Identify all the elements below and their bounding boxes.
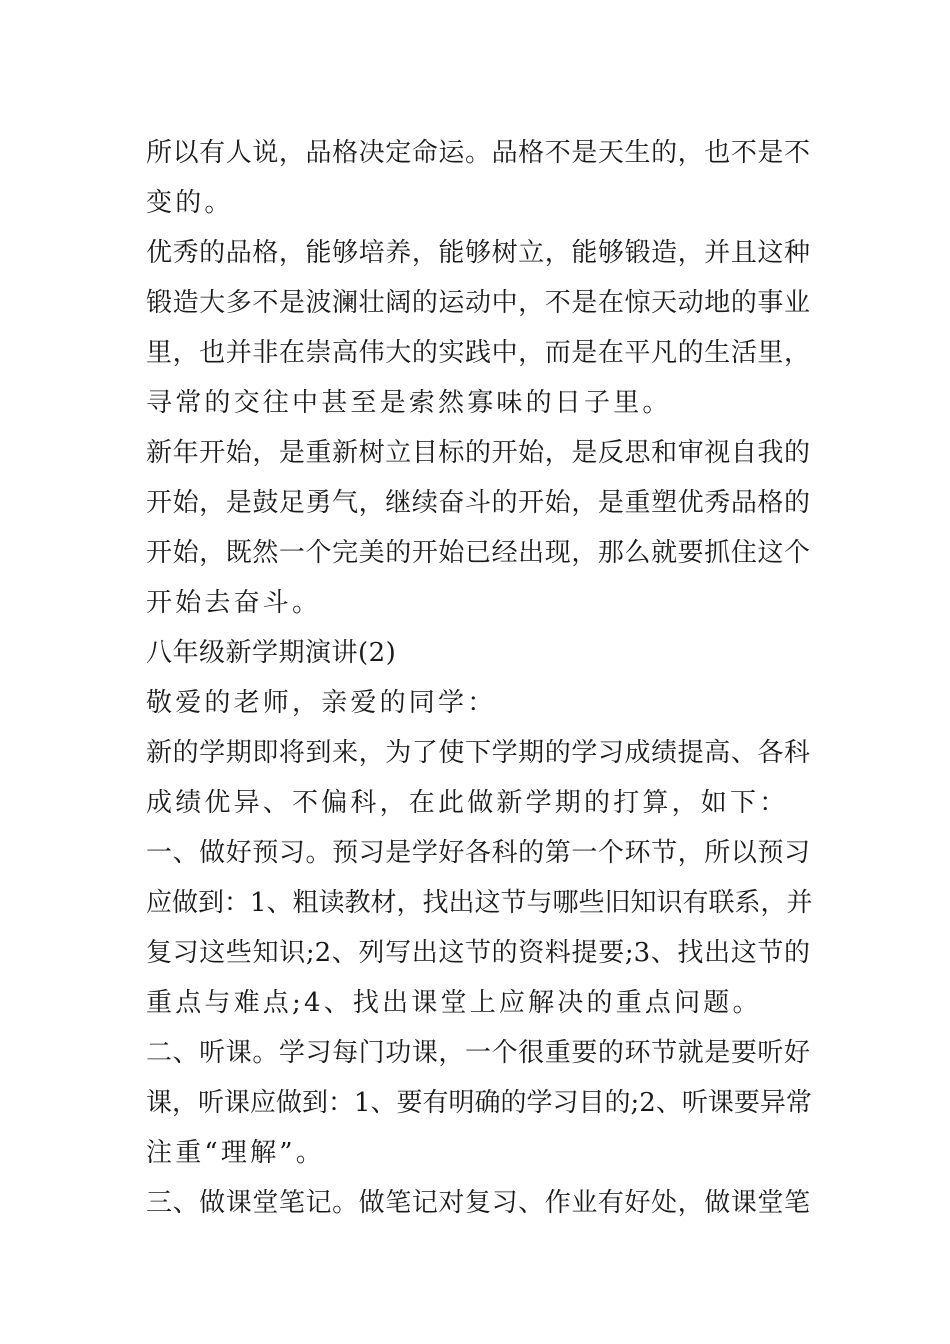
text-line: 寻常的交往中甚至是索然寡味的日子里。: [146, 388, 672, 418]
text-line: 课，听课应做到：1、要有明确的学习目的;2、听课要异常: [146, 1088, 812, 1118]
text-line: 重点与难点;4、找出课堂上应解决的重点问题。: [146, 988, 762, 1018]
text-line: 成绩优异、不偏科，在此做新学期的打算，如下：: [146, 788, 789, 818]
text-line: 开始去奋斗。: [146, 588, 322, 618]
text-line: 新年开始，是重新树立目标的开始，是反思和审视自我的: [146, 438, 810, 468]
text-line: 开始，是鼓足勇气，继续奋斗的开始，是重塑优秀品格的: [146, 488, 810, 518]
section-heading: 八年级新学期演讲(2): [146, 638, 397, 668]
text-line: 变的。: [146, 188, 234, 218]
text-line: 所以有人说，品格决定命运。品格不是天生的，也不是不: [146, 138, 810, 168]
text-line: 优秀的品格，能够培养，能够树立，能够锻造，并且这种: [146, 238, 810, 268]
text-line: 注重“理解”。: [146, 1138, 325, 1168]
text-line: 锻造大多不是波澜壮阔的运动中，不是在惊天动地的事业: [146, 288, 810, 318]
text-line: 开始，既然一个完美的开始已经出现，那么就要抓住这个: [146, 538, 810, 568]
text-line: 应做到：1、粗读教材，找出这节与哪些旧知识有联系，并: [146, 888, 813, 918]
text-line: 二、听课。学习每门功课，一个很重要的环节就是要听好: [146, 1038, 810, 1068]
text-line: 一、做好预习。预习是学好各科的第一个环节，所以预习: [146, 838, 810, 868]
text-line: 三、做课堂笔记。做笔记对复习、作业有好处，做课堂笔: [146, 1188, 810, 1218]
document-page: [146, 128, 813, 1228]
text-line: 里，也并非在崇高伟大的实践中，而是在平凡的生活里，: [146, 338, 810, 368]
greeting-line: 敬爱的老师，亲爱的同学：: [146, 688, 497, 718]
text-line: 复习这些知识;2、列写出这节的资料提要;3、找出这节的: [146, 938, 810, 968]
text-line: 新的学期即将到来，为了使下学期的学习成绩提高、各科: [146, 738, 810, 768]
